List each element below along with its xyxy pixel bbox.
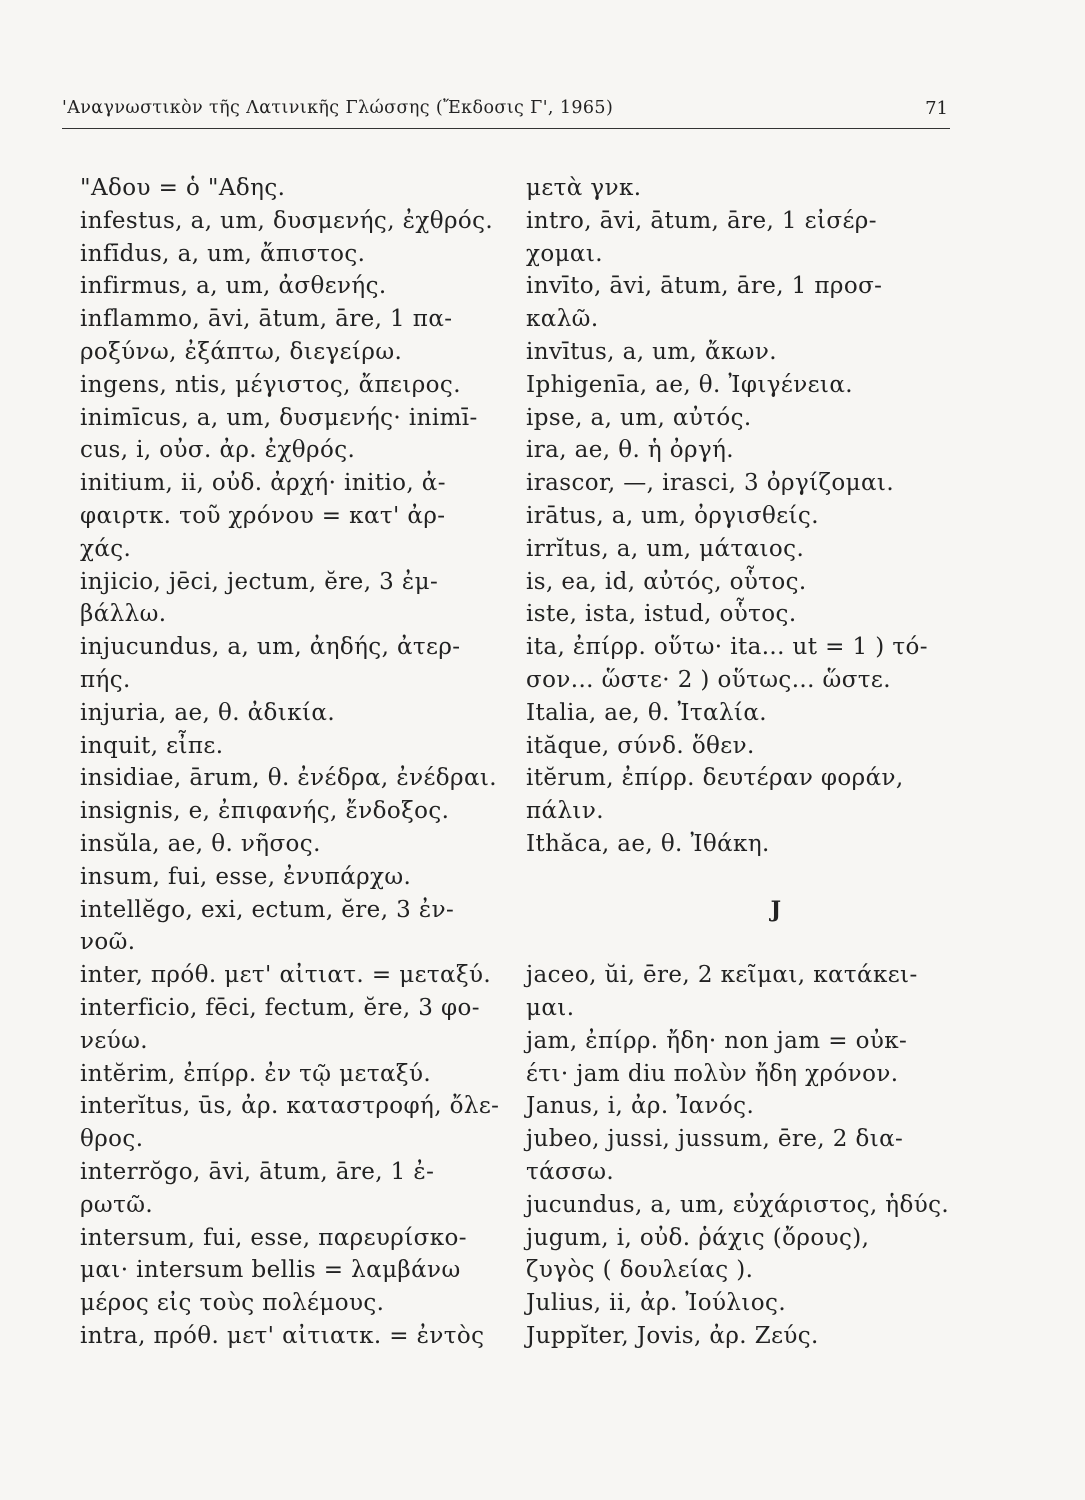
dictionary-line: Italia, ae, θ. Ἰταλία. bbox=[526, 699, 767, 726]
dictionary-line: Julius, ii, ἀρ. Ἰούλιος. bbox=[526, 1290, 787, 1317]
dictionary-line: jucundus, a, um, εὐχάριστος, ἡδύς. bbox=[526, 1191, 950, 1218]
dictionary-line: inflammo, āvi, ātum, āre, 1 πα- bbox=[80, 306, 453, 333]
dictionary-line: irascor, —, irasci, 3 ὀργίζομαι. bbox=[526, 470, 895, 497]
dictionary-line: ira, ae, θ. ἡ ὀργή. bbox=[526, 437, 734, 464]
dictionary-line: injuria, ae, θ. ἀδικία. bbox=[80, 699, 336, 726]
section-letter-heading: J bbox=[770, 896, 782, 923]
dictionary-line: νοῶ. bbox=[80, 929, 136, 956]
dictionary-line: invītus, a, um, ἄκων. bbox=[526, 338, 777, 365]
dictionary-line: πής. bbox=[80, 666, 131, 693]
dictionary-line: σον... ὥστε· 2 ) οὕτως... ὥστε. bbox=[526, 666, 891, 693]
dictionary-line: ζυγὸς ( δουλείας ). bbox=[526, 1257, 754, 1284]
dictionary-line: βάλλω. bbox=[80, 601, 167, 628]
left-column bbox=[80, 172, 510, 1353]
dictionary-line: jaceo, ŭi, ēre, 2 κεῖμαι, κατάκει- bbox=[526, 962, 918, 989]
dictionary-line: jubeo, jussi, jussum, ēre, 2 δια- bbox=[526, 1126, 904, 1153]
dictionary-line: μαι. bbox=[526, 994, 575, 1021]
dictionary-line: ρωτῶ. bbox=[80, 1191, 154, 1218]
dictionary-line: is, ea, id, αὐτός, οὗτος. bbox=[526, 568, 807, 595]
dictionary-line: cus, i, οὐσ. ἀρ. ἐχθρός. bbox=[80, 437, 356, 464]
dictionary-line bbox=[526, 861, 966, 894]
dictionary-line: jugum, i, οὐδ. ῥάχις (ὄρους), bbox=[526, 1224, 870, 1251]
dictionary-line: intellĕgo, exi, ectum, ĕre, 3 ἐν- bbox=[80, 896, 455, 923]
dictionary-line: insŭla, ae, θ. νῆσος. bbox=[80, 830, 321, 857]
dictionary-line: ita, ἐπίρρ. οὕτω· ita... ut = 1 ) τό- bbox=[526, 634, 928, 661]
dictionary-line: inquit, εἶπε. bbox=[80, 732, 224, 759]
dictionary-line: μέρος εἰς τοὺς πολέμους. bbox=[80, 1290, 385, 1317]
dictionary-line: ροξύνω, ἐξάπτω, διεγείρω. bbox=[80, 338, 403, 365]
dictionary-line: irrĭtus, a, um, μάταιος. bbox=[526, 535, 805, 562]
dictionary-line: interficio, fēci, fectum, ĕre, 3 φο- bbox=[80, 994, 480, 1021]
dictionary-line bbox=[526, 926, 966, 959]
dictionary-line: infirmus, a, um, ἀσθενής. bbox=[80, 273, 387, 300]
dictionary-line: Iphigenīa, ae, θ. Ἰφιγένεια. bbox=[526, 371, 853, 398]
dictionary-line: injicio, jēci, jectum, ĕre, 3 ἐμ- bbox=[80, 568, 439, 595]
page-number: 71 bbox=[925, 98, 948, 119]
dictionary-line: πάλιν. bbox=[526, 798, 604, 825]
page-header bbox=[62, 92, 950, 129]
dictionary-line: intro, āvi, ātum, āre, 1 εἰσέρ- bbox=[526, 207, 877, 234]
dictionary-line: μαι· intersum bellis = λαμβάνω bbox=[80, 1257, 461, 1284]
dictionary-line: νεύω. bbox=[80, 1027, 148, 1054]
dictionary-line: initium, ii, οὐδ. ἀρχή· initio, ἀ- bbox=[80, 470, 446, 497]
right-column bbox=[526, 172, 966, 1353]
dictionary-line: intra, πρόθ. μετ' αἰτιατκ. = ἐντὸς bbox=[80, 1322, 485, 1349]
dictionary-line: θρος. bbox=[80, 1126, 144, 1153]
dictionary-line: invīto, āvi, ātum, āre, 1 προσ- bbox=[526, 273, 883, 300]
dictionary-line: intersum, fui, esse, παρευρίσκο- bbox=[80, 1224, 467, 1251]
dictionary-line: ipse, a, um, αὐτός. bbox=[526, 404, 752, 431]
dictionary-line: insum, fui, esse, ἐνυπάρχω. bbox=[80, 863, 412, 890]
dictionary-line: inter, πρόθ. μετ' αἰτιατ. = μεταξύ. bbox=[80, 962, 492, 989]
dictionary-line: τάσσω. bbox=[526, 1158, 615, 1185]
dictionary-line: ităque, σύνδ. ὅθεν. bbox=[526, 732, 755, 759]
dictionary-line: Ithăca, ae, θ. Ἰθάκη. bbox=[526, 830, 770, 857]
dictionary-line: Janus, i, ἀρ. Ἰανός. bbox=[526, 1093, 755, 1120]
dictionary-line: φαιρτκ. τοῦ χρόνου = κατ' ἀρ- bbox=[80, 502, 446, 529]
dictionary-line: "Αδου = ὁ "Αδης. bbox=[80, 175, 286, 201]
dictionary-line: ingens, ntis, μέγιστος, ἄπειρος. bbox=[80, 371, 461, 398]
dictionary-line: χομαι. bbox=[526, 240, 603, 267]
dictionary-line: iste, ista, istud, οὗτος. bbox=[526, 601, 797, 628]
dictionary-line: interrŏgo, āvi, ātum, āre, 1 ἐ- bbox=[80, 1158, 435, 1185]
dictionary-line: Juppĭter, Jovis, ἀρ. Ζεύς. bbox=[526, 1322, 819, 1349]
dictionary-line: jam, ἐπίρρ. ἤδη· non jam = οὐκ- bbox=[526, 1027, 908, 1054]
dictionary-line: injucundus, a, um, ἀηδής, ἀτερ- bbox=[80, 634, 461, 661]
header-title: 'Αναγνωστικὸν τῆς Λατινικῆς Γλώσσης (Ἔκδοσις Γ', 1965) bbox=[62, 98, 614, 118]
dictionary-line: καλῶ. bbox=[526, 306, 599, 333]
dictionary-line: insignis, e, ἐπιφανής, ἔνδοξος. bbox=[80, 798, 450, 825]
dictionary-line: irātus, a, um, ὀργισθείς. bbox=[526, 502, 819, 529]
dictionary-line: infīdus, a, um, ἄπιστος. bbox=[80, 240, 366, 267]
dictionary-line: intĕrim, ἐπίρρ. ἐν τῷ μεταξύ. bbox=[80, 1060, 432, 1087]
dictionary-line: έτι· jam diu πολὺν ἤδη χρόνον. bbox=[526, 1060, 899, 1087]
dictionary-line: insidiae, ārum, θ. ἐνέδρα, ἐνέδραι. bbox=[80, 765, 498, 792]
dictionary-line: μετὰ γνκ. bbox=[526, 175, 642, 201]
dictionary-line: interĭtus, ūs, ἀρ. καταστροφή, ὄλε- bbox=[80, 1093, 500, 1120]
dictionary-line: inimīcus, a, um, δυσμενής· inimī- bbox=[80, 404, 478, 431]
dictionary-line: χάς. bbox=[80, 535, 132, 562]
dictionary-line: infestus, a, um, δυσμενής, ἐχθρός. bbox=[80, 207, 494, 234]
dictionary-line: itĕrum, ἐπίρρ. δευτέραν φοράν, bbox=[526, 765, 904, 792]
